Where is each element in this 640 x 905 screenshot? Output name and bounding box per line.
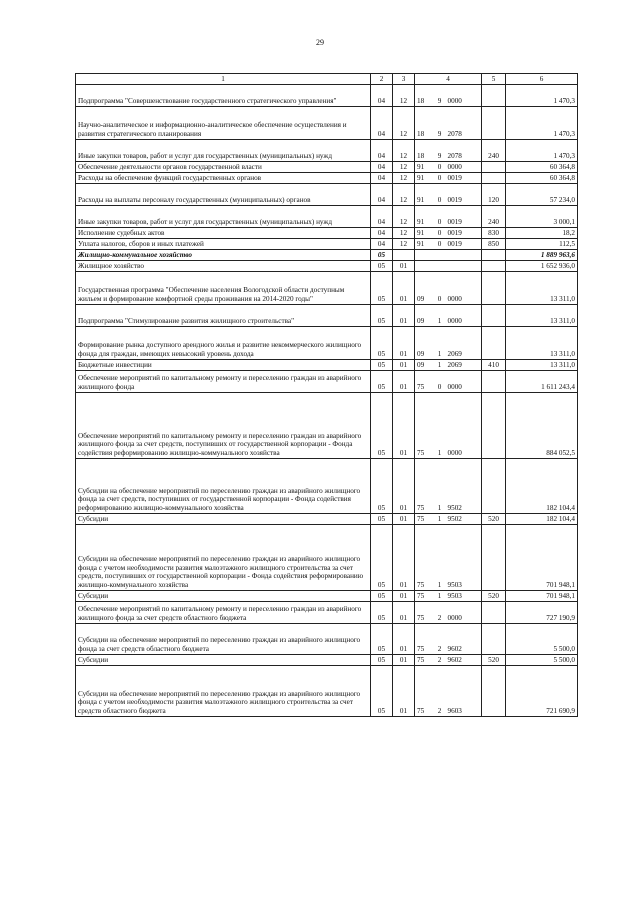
- section-cell: 05: [371, 624, 393, 655]
- section-cell: 04: [371, 85, 393, 107]
- subprogram-code-cell: 0: [434, 184, 446, 206]
- expense-type-cell: [482, 85, 506, 107]
- amount-cell: 1 470,3: [506, 85, 578, 107]
- subprogram-code-cell: 9: [434, 140, 446, 162]
- table-row: [76, 371, 578, 393]
- expense-type-cell: 520: [482, 514, 506, 525]
- subprogram-code-cell: 0: [434, 173, 446, 184]
- subsection-cell: 01: [393, 272, 415, 305]
- direction-code-cell: 9602: [446, 624, 482, 655]
- section-cell: 05: [371, 591, 393, 602]
- amount-cell: 18,2: [506, 228, 578, 239]
- expense-type-cell: [482, 107, 506, 140]
- section-cell: 05: [371, 459, 393, 514]
- row-name-cell: Иные закупки товаров, работ и услуг для государственных (муниципальных) нужд: [76, 140, 371, 162]
- header-cell: 1: [76, 74, 371, 85]
- amount-cell: 182 104,4: [506, 459, 578, 514]
- section-cell: 05: [371, 261, 393, 272]
- amount-cell: 1 889 963,6: [506, 250, 578, 261]
- table-row: [76, 140, 578, 162]
- table-row: [76, 107, 578, 140]
- header-cell: 6: [506, 74, 578, 85]
- amount-cell: 112,5: [506, 239, 578, 250]
- program-code-cell: 75: [415, 371, 434, 393]
- amount-cell: 182 104,4: [506, 514, 578, 525]
- amount-cell: 1 652 936,0: [506, 261, 578, 272]
- subprogram-code-cell: 9: [434, 85, 446, 107]
- amount-cell: 5 500,0: [506, 655, 578, 666]
- expense-type-cell: [482, 525, 506, 591]
- program-code-cell: 91: [415, 173, 434, 184]
- header-cell: 2: [371, 74, 393, 85]
- expense-type-cell: [482, 173, 506, 184]
- subprogram-code-cell: 9: [434, 107, 446, 140]
- program-code-cell: 75: [415, 393, 434, 459]
- program-code-cell: 75: [415, 525, 434, 591]
- expense-type-cell: [482, 250, 506, 261]
- direction-code-cell: 2069: [446, 327, 482, 360]
- program-code-cell: 75: [415, 591, 434, 602]
- table-row: [76, 666, 578, 717]
- program-code-cell: [415, 250, 434, 261]
- program-code-cell: 18: [415, 140, 434, 162]
- row-name-cell: Субсидии: [76, 655, 371, 666]
- expense-type-cell: 520: [482, 655, 506, 666]
- direction-code-cell: 2078: [446, 140, 482, 162]
- subsection-cell: 12: [393, 140, 415, 162]
- subprogram-code-cell: 1: [434, 360, 446, 371]
- row-name-cell: Подпрограмма "Совершенствование государственного стратегического управления": [76, 85, 371, 107]
- row-name-cell: Исполнение судебных актов: [76, 228, 371, 239]
- program-code-cell: 91: [415, 184, 434, 206]
- table-row: [76, 228, 578, 239]
- amount-cell: 60 364,8: [506, 162, 578, 173]
- header-cell: 5: [482, 74, 506, 85]
- amount-cell: 5 500,0: [506, 624, 578, 655]
- amount-cell: 721 690,9: [506, 666, 578, 717]
- subsection-cell: [393, 250, 415, 261]
- direction-code-cell: 2069: [446, 360, 482, 371]
- subsection-cell: 01: [393, 602, 415, 624]
- direction-code-cell: 9502: [446, 459, 482, 514]
- subprogram-code-cell: 1: [434, 305, 446, 327]
- direction-code-cell: 0019: [446, 184, 482, 206]
- row-name-cell: Жилищно-коммунальное хозяйство: [76, 250, 371, 261]
- row-name-cell: Уплата налогов, сборов и иных платежей: [76, 239, 371, 250]
- table-row: [76, 602, 578, 624]
- direction-code-cell: 0000: [446, 305, 482, 327]
- direction-code-cell: 9503: [446, 591, 482, 602]
- direction-code-cell: 0000: [446, 162, 482, 173]
- direction-code-cell: 0000: [446, 393, 482, 459]
- header-cell: 4: [415, 74, 482, 85]
- subprogram-code-cell: 1: [434, 393, 446, 459]
- subsection-cell: 01: [393, 305, 415, 327]
- subprogram-code-cell: 2: [434, 655, 446, 666]
- subprogram-code-cell: 2: [434, 666, 446, 717]
- program-code-cell: 09: [415, 305, 434, 327]
- direction-code-cell: 9602: [446, 655, 482, 666]
- subsection-cell: 01: [393, 514, 415, 525]
- table-row: [76, 393, 578, 459]
- program-code-cell: 75: [415, 602, 434, 624]
- subsection-cell: 01: [393, 459, 415, 514]
- subprogram-code-cell: 1: [434, 525, 446, 591]
- program-code-cell: 75: [415, 624, 434, 655]
- table-row: [76, 591, 578, 602]
- section-cell: 04: [371, 239, 393, 250]
- expense-type-cell: [482, 393, 506, 459]
- subsection-cell: 01: [393, 393, 415, 459]
- subprogram-code-cell: 2: [434, 624, 446, 655]
- section-cell: 05: [371, 272, 393, 305]
- section-cell: 05: [371, 602, 393, 624]
- expense-type-cell: 850: [482, 239, 506, 250]
- direction-code-cell: 0000: [446, 85, 482, 107]
- section-cell: 05: [371, 360, 393, 371]
- program-code-cell: 75: [415, 666, 434, 717]
- program-code-cell: 18: [415, 107, 434, 140]
- table-row: [76, 173, 578, 184]
- subsection-cell: 01: [393, 360, 415, 371]
- expense-type-cell: [482, 371, 506, 393]
- row-name-cell: Жилищное хозяйство: [76, 261, 371, 272]
- subprogram-code-cell: 0: [434, 162, 446, 173]
- expense-type-cell: [482, 459, 506, 514]
- amount-cell: 60 364,8: [506, 173, 578, 184]
- subprogram-code-cell: 1: [434, 459, 446, 514]
- section-cell: 04: [371, 206, 393, 228]
- subsection-cell: 01: [393, 261, 415, 272]
- section-cell: 05: [371, 305, 393, 327]
- direction-code-cell: 0019: [446, 228, 482, 239]
- subprogram-code-cell: 0: [434, 206, 446, 228]
- table-row: [76, 162, 578, 173]
- row-name-cell: Субсидии на обеспечение мероприятий по переселению граждан из аварийного жилищного фонда с учетом необходимости развития малоэтажного жилищного строительства за счет средств, поступивших от государственной корпорации - Фонда содействия реформированию жилищно-коммунального хозяйства: [76, 525, 371, 591]
- section-cell: 05: [371, 655, 393, 666]
- row-name-cell: Обеспечение мероприятий по капитальному ремонту и переселению граждан из аварийного жилищного фонда за счет средств, поступивших от государственной корпорации - Фонда содействия реформированию жилищно-коммунального хозяйства: [76, 393, 371, 459]
- program-code-cell: 91: [415, 162, 434, 173]
- subprogram-code-cell: 0: [434, 371, 446, 393]
- subsection-cell: 01: [393, 666, 415, 717]
- table-row: [76, 360, 578, 371]
- subprogram-code-cell: 1: [434, 514, 446, 525]
- subprogram-code-cell: [434, 261, 446, 272]
- row-name-cell: Расходы на выплаты персоналу государственных (муниципальных) органов: [76, 184, 371, 206]
- table-row: [76, 206, 578, 228]
- header-cell: 3: [393, 74, 415, 85]
- program-code-cell: [415, 261, 434, 272]
- subsection-cell: 01: [393, 327, 415, 360]
- amount-cell: 13 311,0: [506, 272, 578, 305]
- table-row: [76, 261, 578, 272]
- expense-type-cell: 240: [482, 140, 506, 162]
- section-cell: 05: [371, 371, 393, 393]
- table-row: [76, 250, 578, 261]
- expense-type-cell: 410: [482, 360, 506, 371]
- amount-cell: 701 948,1: [506, 591, 578, 602]
- direction-code-cell: 0000: [446, 371, 482, 393]
- program-code-cell: 91: [415, 239, 434, 250]
- row-name-cell: Иные закупки товаров, работ и услуг для государственных (муниципальных) нужд: [76, 206, 371, 228]
- row-name-cell: Научно-аналитическое и информационно-аналитическое обеспечение осуществления и развития стратегического планирования: [76, 107, 371, 140]
- section-cell: 04: [371, 173, 393, 184]
- row-name-cell: Обеспечение мероприятий по капитальному ремонту и переселению граждан из аварийного жилищного фонда: [76, 371, 371, 393]
- row-name-cell: Формирование рынка доступного арендного жилья и развитие некоммерческого жилищного фонда для граждан, имеющих невысокий уровень дохода: [76, 327, 371, 360]
- amount-cell: 1 611 243,4: [506, 371, 578, 393]
- direction-code-cell: 0000: [446, 602, 482, 624]
- expense-type-cell: [482, 624, 506, 655]
- subsection-cell: 12: [393, 206, 415, 228]
- subsection-cell: 12: [393, 228, 415, 239]
- expense-type-cell: 120: [482, 184, 506, 206]
- budget-table: [75, 73, 578, 717]
- table-row: [76, 272, 578, 305]
- direction-code-cell: 9503: [446, 525, 482, 591]
- direction-code-cell: [446, 261, 482, 272]
- expense-type-cell: 240: [482, 206, 506, 228]
- section-cell: 05: [371, 666, 393, 717]
- section-cell: 04: [371, 228, 393, 239]
- direction-code-cell: 0019: [446, 239, 482, 250]
- subsection-cell: 01: [393, 655, 415, 666]
- table-row: [76, 239, 578, 250]
- amount-cell: 13 311,0: [506, 360, 578, 371]
- expense-type-cell: 830: [482, 228, 506, 239]
- table-row: [76, 184, 578, 206]
- table-row: [76, 327, 578, 360]
- subsection-cell: 01: [393, 624, 415, 655]
- program-code-cell: 75: [415, 514, 434, 525]
- expense-type-cell: 520: [482, 591, 506, 602]
- table-row: [76, 655, 578, 666]
- subprogram-code-cell: 1: [434, 591, 446, 602]
- amount-cell: 13 311,0: [506, 305, 578, 327]
- section-cell: 05: [371, 525, 393, 591]
- program-code-cell: 09: [415, 327, 434, 360]
- expense-type-cell: [482, 305, 506, 327]
- direction-code-cell: 2078: [446, 107, 482, 140]
- table-row: [76, 305, 578, 327]
- row-name-cell: Субсидии: [76, 514, 371, 525]
- amount-cell: 3 000,1: [506, 206, 578, 228]
- program-code-cell: 09: [415, 360, 434, 371]
- table-row: [76, 525, 578, 591]
- page-number: 29: [316, 38, 324, 47]
- direction-code-cell: [446, 250, 482, 261]
- subprogram-code-cell: 0: [434, 272, 446, 305]
- expense-type-cell: [482, 666, 506, 717]
- subsection-cell: 12: [393, 184, 415, 206]
- amount-cell: 1 470,3: [506, 140, 578, 162]
- direction-code-cell: 0000: [446, 272, 482, 305]
- expense-type-cell: [482, 261, 506, 272]
- section-cell: 05: [371, 514, 393, 525]
- table-row: [76, 85, 578, 107]
- program-code-cell: 91: [415, 206, 434, 228]
- expense-type-cell: [482, 602, 506, 624]
- section-cell: 04: [371, 162, 393, 173]
- table-row: [76, 514, 578, 525]
- subsection-cell: 12: [393, 85, 415, 107]
- section-cell: 04: [371, 107, 393, 140]
- section-cell: 04: [371, 140, 393, 162]
- direction-code-cell: 0019: [446, 206, 482, 228]
- section-cell: 05: [371, 393, 393, 459]
- direction-code-cell: 0019: [446, 173, 482, 184]
- subsection-cell: 12: [393, 107, 415, 140]
- subprogram-code-cell: 2: [434, 602, 446, 624]
- row-name-cell: Обеспечение деятельности органов государственной власти: [76, 162, 371, 173]
- amount-cell: 1 470,3: [506, 107, 578, 140]
- subprogram-code-cell: 1: [434, 327, 446, 360]
- program-code-cell: 91: [415, 228, 434, 239]
- amount-cell: 13 311,0: [506, 327, 578, 360]
- expense-type-cell: [482, 272, 506, 305]
- row-name-cell: Субсидии: [76, 591, 371, 602]
- amount-cell: 884 052,5: [506, 393, 578, 459]
- subsection-cell: 01: [393, 525, 415, 591]
- subsection-cell: 12: [393, 162, 415, 173]
- program-code-cell: 18: [415, 85, 434, 107]
- row-name-cell: Расходы на обеспечение функций государственных органов: [76, 173, 371, 184]
- row-name-cell: Субсидии на обеспечение мероприятий по переселению граждан из аварийного жилищного фонда с учетом необходимости развития малоэтажного жилищного строительства за счет средств областного бюджета: [76, 666, 371, 717]
- program-code-cell: 75: [415, 655, 434, 666]
- expense-type-cell: [482, 327, 506, 360]
- row-name-cell: Подпрограмма "Стимулирование развития жилищного строительства": [76, 305, 371, 327]
- section-cell: 05: [371, 250, 393, 261]
- subsection-cell: 12: [393, 173, 415, 184]
- subprogram-code-cell: 0: [434, 228, 446, 239]
- row-name-cell: Субсидии на обеспечение мероприятий по переселению граждан из аварийного жилищного фонда за счет средств, поступивших от государственной корпорации - Фонда содействия реформированию жилищно-коммунального хозяйства: [76, 459, 371, 514]
- row-name-cell: Субсидии на обеспечение мероприятий по переселению граждан из аварийного жилищного фонда за счет средств областного бюджета: [76, 624, 371, 655]
- section-cell: 05: [371, 327, 393, 360]
- section-cell: 04: [371, 184, 393, 206]
- program-code-cell: 75: [415, 459, 434, 514]
- header-row: [76, 74, 578, 85]
- amount-cell: 57 234,0: [506, 184, 578, 206]
- direction-code-cell: 9502: [446, 514, 482, 525]
- subsection-cell: 12: [393, 239, 415, 250]
- direction-code-cell: 9603: [446, 666, 482, 717]
- row-name-cell: Бюджетные инвестиции: [76, 360, 371, 371]
- amount-cell: 727 190,9: [506, 602, 578, 624]
- table-row: [76, 459, 578, 514]
- subprogram-code-cell: 0: [434, 239, 446, 250]
- subsection-cell: 01: [393, 371, 415, 393]
- amount-cell: 701 948,1: [506, 525, 578, 591]
- expense-type-cell: [482, 162, 506, 173]
- table-row: [76, 624, 578, 655]
- subsection-cell: 01: [393, 591, 415, 602]
- row-name-cell: Государственная программа "Обеспечение населения Вологодской области доступным жильем и формирование комфортной среды проживания на 2014-2020 годы": [76, 272, 371, 305]
- program-code-cell: 09: [415, 272, 434, 305]
- subprogram-code-cell: [434, 250, 446, 261]
- row-name-cell: Обеспечение мероприятий по капитальному ремонту и переселению граждан из аварийного жилищного фонда за счет средств областного бюджета: [76, 602, 371, 624]
